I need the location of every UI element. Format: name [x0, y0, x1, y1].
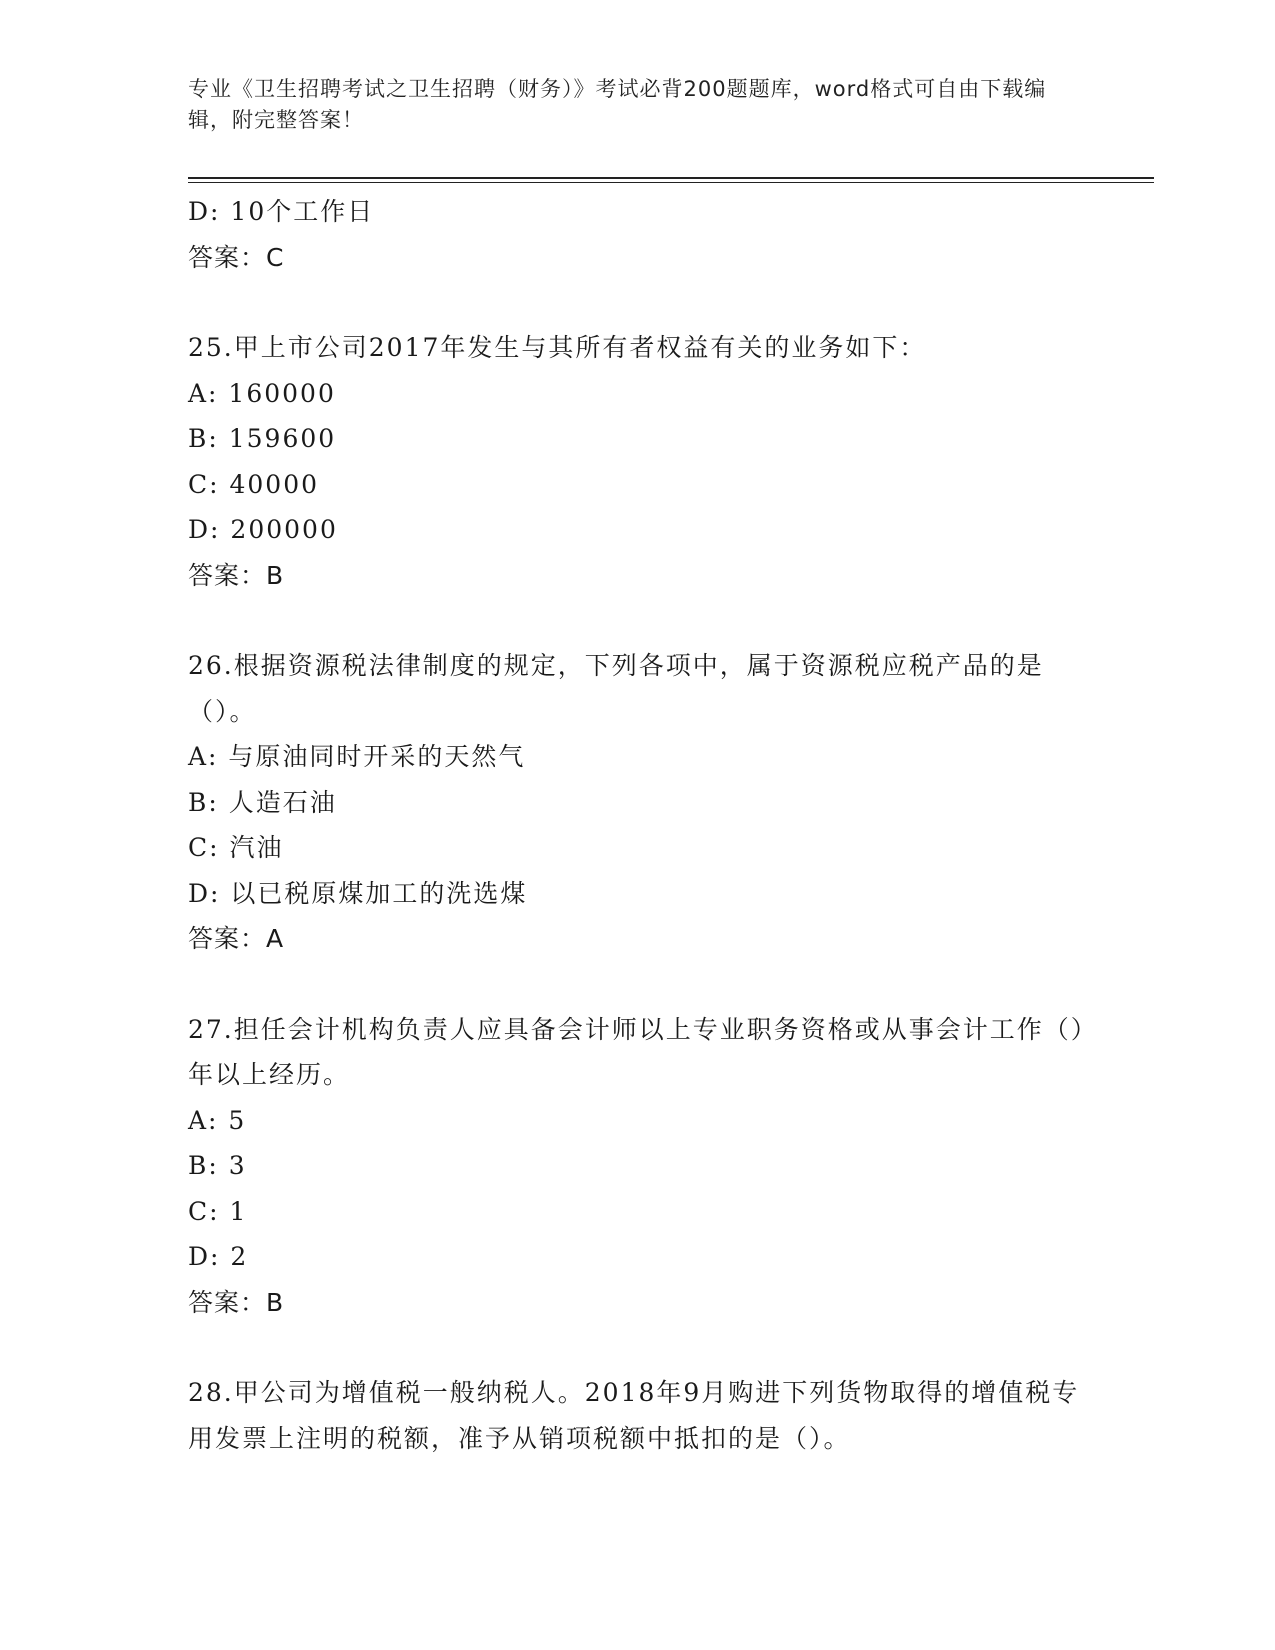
- option-d: D: 2: [188, 1242, 249, 1271]
- spacer: [188, 962, 1088, 1007]
- option-c: C: 40000: [188, 469, 320, 499]
- question-27: [188, 1007, 1088, 1326]
- option-c: C: 汽油: [188, 833, 284, 862]
- spacer: [188, 280, 1088, 325]
- option-a: A: 5: [188, 1105, 247, 1135]
- option-d: D: 以已税原煤加工的洗选煤: [188, 878, 528, 908]
- option-b: B: 159600: [188, 424, 337, 453]
- answer-line: 答案：B: [188, 560, 285, 590]
- option-d: D: 10个工作日: [188, 197, 375, 226]
- answer-line: 答案：B: [188, 1287, 285, 1317]
- question-28: [188, 1370, 1088, 1461]
- header-rule-thin: [188, 182, 1154, 183]
- option-c: C: 1: [188, 1196, 248, 1226]
- spacer: [188, 598, 1088, 643]
- question-stem: 27.担任会计机构负责人应具备会计师以上专业职务资格或从事会计工作（）年以上经历。: [188, 1014, 1086, 1089]
- option-a: A: 与原油同时开采的天然气: [188, 742, 526, 771]
- question-26: [188, 643, 1088, 962]
- spacer: [188, 1325, 1088, 1370]
- header-text: 专业《卫生招聘考试之卫生招聘（财务）》考试必背200题题库，word格式可自由下载编辑，附完整答案！: [188, 77, 1047, 132]
- answer-line: 答案：A: [188, 924, 285, 953]
- header-rule-thick: [188, 177, 1154, 179]
- question-25: [188, 325, 1088, 598]
- option-d: D: 200000: [188, 515, 338, 544]
- option-b: B: 3: [188, 1151, 247, 1180]
- option-b: B: 人造石油: [188, 787, 337, 817]
- question-list: [188, 189, 1088, 1461]
- question-stem: 28.甲公司为增值税一般纳税人。2018年9月购进下列货物取得的增值税专用发票上注明的税额，准予从销项税额中抵扣的是（）。: [188, 1378, 1080, 1453]
- question-stem: 26.根据资源税法律制度的规定，下列各项中，属于资源税应税产品的是（）。: [188, 651, 1044, 726]
- answer-line: 答案：C: [188, 242, 285, 272]
- document-header: [188, 74, 1068, 136]
- question-stem: 25.甲上市公司2017年发生与其所有者权益有关的业务如下：: [188, 333, 927, 362]
- option-a: A: 160000: [188, 378, 336, 408]
